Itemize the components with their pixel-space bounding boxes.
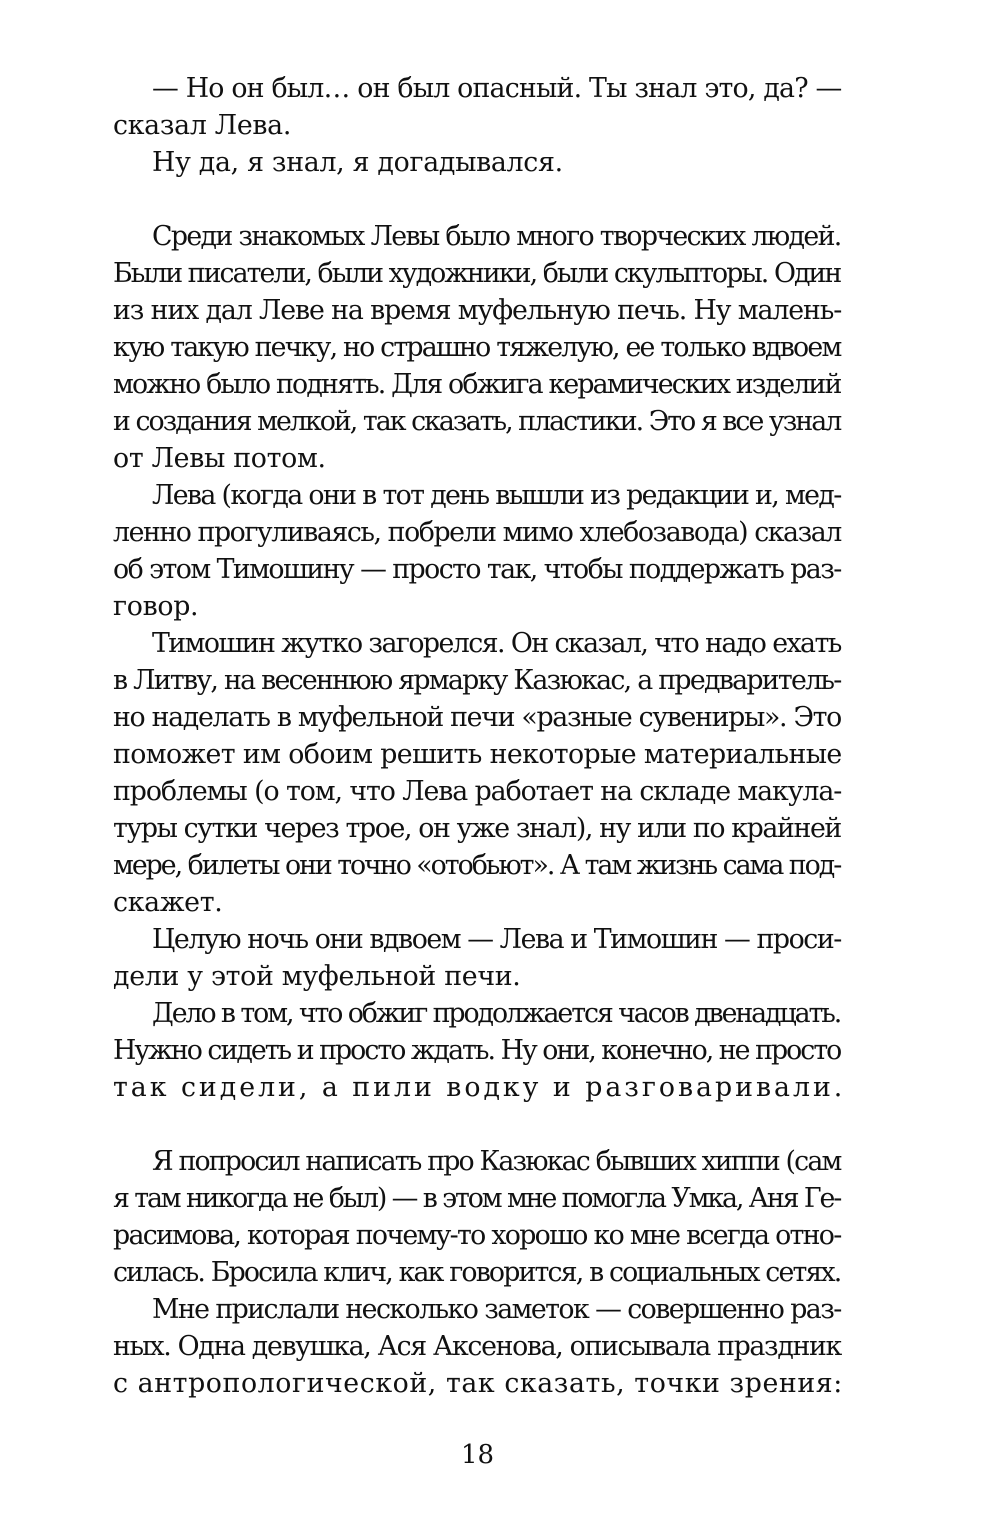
text-line: кую такую печку, но страшно тяжелую, ее только вдвоем	[113, 332, 841, 363]
text-line: дели у этой муфельной печи.	[113, 961, 521, 992]
text-line: Были писатели, были художники, были скульпторы. Один	[113, 258, 841, 289]
text-line: проблемы (о том, что Лева работает на складе макула-	[113, 776, 842, 807]
text-line: Мне прислали несколько заметок — совершенно раз-	[152, 1294, 841, 1325]
text-line: в Литву, на весеннюю ярмарку Казюкас, а предваритель-	[113, 665, 841, 696]
text-line: расимова, которая почему-то хорошо ко мне всегда отно-	[113, 1220, 841, 1251]
text-line: поможет им обоим решить некоторые материальные	[113, 739, 842, 770]
text-line: Целую ночь они вдвоем — Лева и Тимошин — проси-	[152, 924, 841, 955]
text-line: Дело в том, что обжиг продолжается часов двенадцать.	[152, 998, 841, 1029]
text-line: так сидели, а пили водку и разговаривали.	[113, 1072, 846, 1103]
text-line: силась. Бросила клич, как говорится, в социальных сетях.	[113, 1257, 841, 1288]
text-line: мере, билеты они точно «отобьют». А там жизнь сама под-	[113, 850, 841, 881]
text-line: из них дал Леве на время муфельную печь. Ну малень-	[113, 295, 842, 326]
text-line: от Левы потом.	[113, 443, 326, 474]
text-line: ных. Одна девушка, Ася Аксенова, описывала праздник	[113, 1331, 841, 1362]
text-line: говор.	[113, 591, 199, 622]
text-line: ленно прогуливаясь, побрели мимо хлебозавода) сказал	[113, 517, 841, 548]
text-line: Лева (когда они в тот день вышли из редакции и, мед-	[152, 480, 841, 511]
text-line: сказал Лева.	[113, 110, 292, 141]
text-line: Ну да, я знал, я догадывался.	[152, 147, 563, 178]
text-line: и создания мелкой, так сказать, пластики. Это я все узнал	[113, 406, 841, 437]
text-line: скажет.	[113, 887, 223, 918]
text-line: я там никогда не был) — в этом мне помогла Умка, Аня Ге-	[113, 1183, 841, 1214]
page-number: 18	[460, 1440, 495, 1470]
text-line: но наделать в муфельной печи «разные сувениры». Это	[113, 702, 841, 733]
text-line: с антропологической, так сказать, точки зрения:	[113, 1368, 843, 1399]
text-line: Тимошин жутко загорелся. Он сказал, что надо ехать	[152, 628, 841, 659]
text-line: Нужно сидеть и просто ждать. Ну они, конечно, не просто	[113, 1035, 841, 1066]
text-line: — Но он был… он был опасный. Ты знал это, да? —	[152, 73, 842, 104]
text-line: Среди знакомых Левы было много творческих людей.	[152, 221, 841, 252]
text-line: Я попросил написать про Казюкас бывших хиппи (сам	[152, 1146, 841, 1177]
text-line: можно было поднять. Для обжига керамических изделий	[113, 369, 841, 400]
text-line: об этом Тимошину — просто так, чтобы поддержать раз-	[113, 554, 841, 585]
text-line: туры сутки через трое, он уже знал), ну или по крайней	[113, 813, 841, 844]
